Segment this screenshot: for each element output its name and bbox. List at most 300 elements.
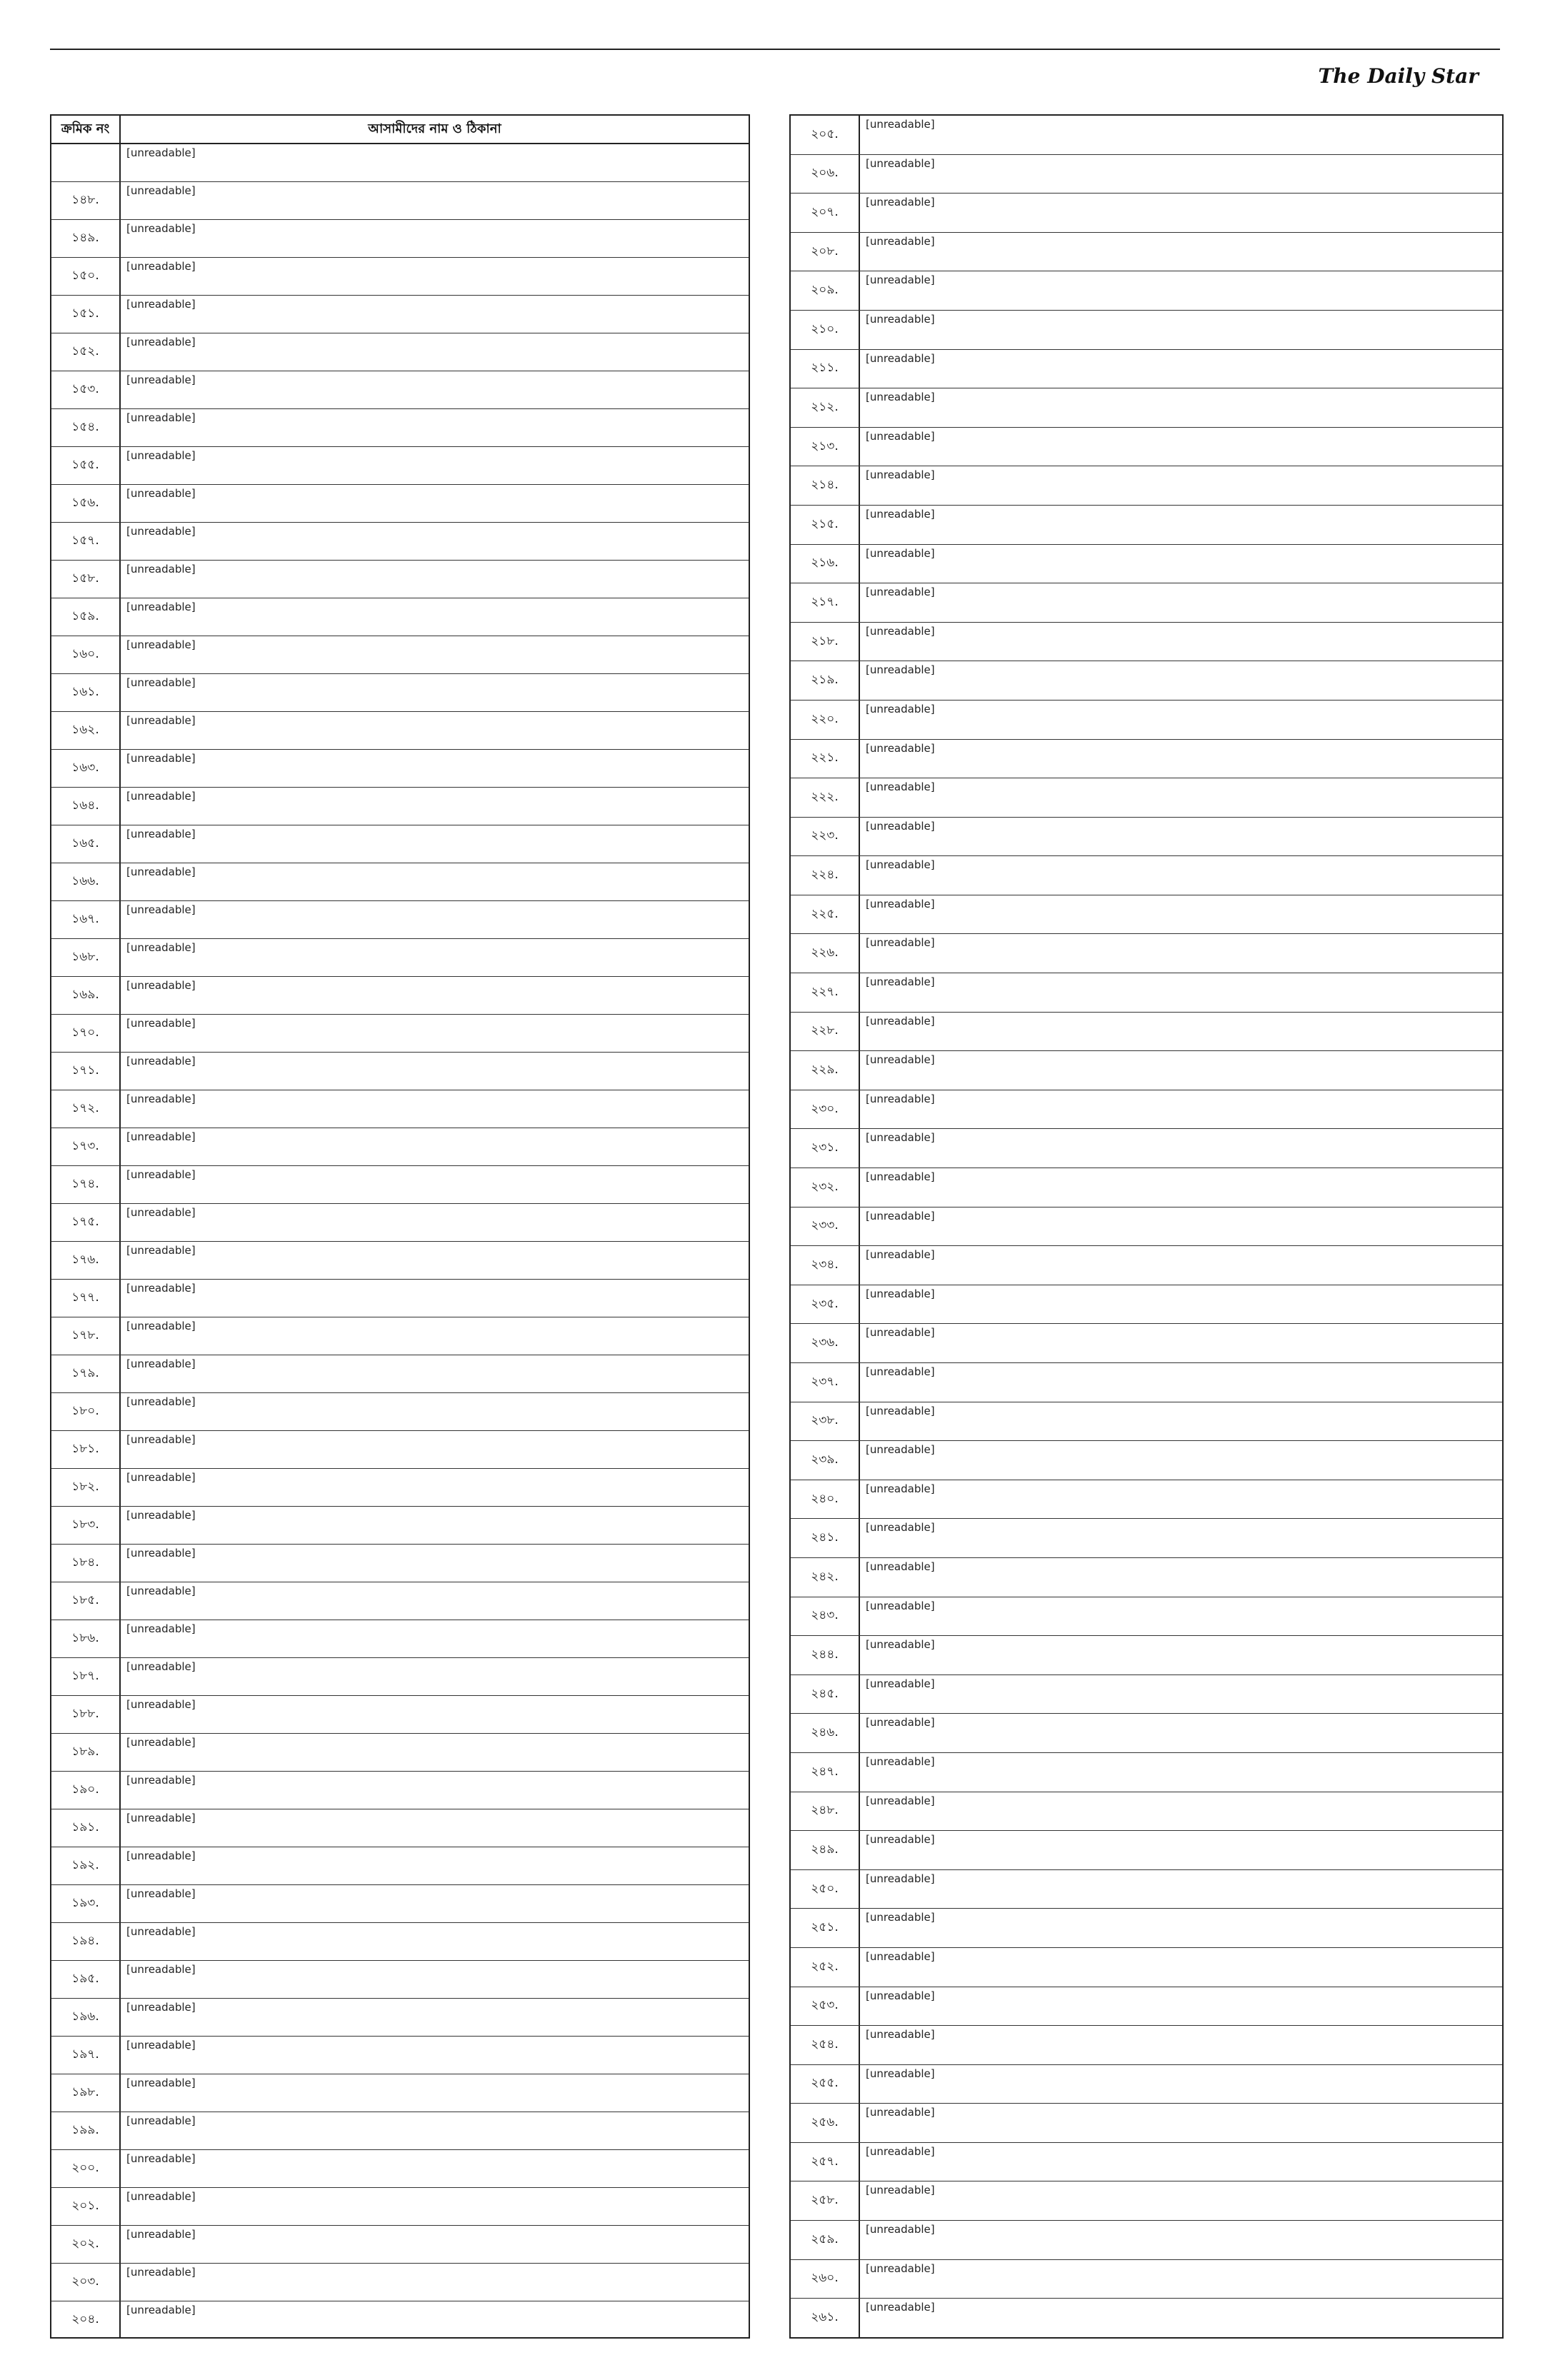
serial-number: ১৯৮. (51, 2074, 121, 2112)
serial-number: ১৬৩. (51, 750, 121, 787)
table-row (791, 545, 1502, 584)
accused-details: [unreadable] (126, 1093, 196, 1105)
table-row (791, 2221, 1502, 2260)
accused-details: [unreadable] (866, 741, 935, 755)
serial-number: ১৮৩. (51, 1507, 121, 1544)
accused-details: [unreadable] (866, 1989, 935, 2002)
right-table (789, 114, 1504, 2339)
serial-number: ২০৬. (791, 155, 860, 194)
table-row (51, 1355, 749, 1393)
table-row (791, 2065, 1502, 2104)
accused-details: [unreadable] (866, 546, 935, 560)
serial-number: ১৫৫. (51, 447, 121, 484)
accused-details: [unreadable] (866, 2184, 935, 2197)
accused-details: [unreadable] (866, 468, 935, 482)
serial-number: ২২৮. (791, 1013, 860, 1051)
masthead: The Daily Star (1318, 64, 1479, 88)
serial-number: ১৮৯. (51, 1734, 121, 1771)
accused-details: [unreadable] (126, 2304, 196, 2316)
serial-number: ১৬০. (51, 636, 121, 673)
accused-details: [unreadable] (866, 624, 935, 638)
table-row (51, 2301, 749, 2339)
serial-number: ১৮১. (51, 1431, 121, 1468)
serial-number: ২২৬. (791, 934, 860, 973)
accused-details: [unreadable] (866, 2301, 935, 2314)
serial-number: ২৪৫. (791, 1675, 860, 1714)
serial-number: ১৯১. (51, 1809, 121, 1847)
table-row (51, 296, 749, 333)
accused-details: [unreadable] (866, 507, 935, 521)
accused-details: [unreadable] (126, 184, 196, 197)
serial-number: ১৭৬. (51, 1242, 121, 1279)
accused-details: [unreadable] (126, 2190, 196, 2203)
accused-details: [unreadable] (866, 2028, 935, 2042)
accused-details: [unreadable] (126, 487, 196, 500)
accused-details: [unreadable] (866, 351, 935, 365)
serial-number: ২১৯. (791, 661, 860, 700)
serial-number: ২৪৩. (791, 1597, 860, 1636)
serial-number: ১৮৪. (51, 1545, 121, 1582)
serial-number: ২৩৪. (791, 1246, 860, 1285)
serial-number: ১৫১. (51, 296, 121, 333)
serial-number: ২১৬. (791, 545, 860, 583)
accused-details: [unreadable] (866, 1092, 935, 1105)
table-row (51, 485, 749, 523)
table-row (51, 825, 749, 863)
serial-number: ২৫৩. (791, 1987, 860, 2026)
serial-number: ২১১. (791, 350, 860, 388)
table-row (51, 674, 749, 712)
serial-number: ১৫৬. (51, 485, 121, 522)
table-row (791, 271, 1502, 311)
table-row (51, 939, 749, 977)
table-row (791, 1324, 1502, 1363)
serial-number: ২০৩. (51, 2264, 121, 2301)
accused-details: [unreadable] (866, 1599, 935, 1612)
serial-number: ২৩০. (791, 1090, 860, 1129)
accused-details: [unreadable] (866, 1053, 935, 1067)
table-row (51, 1204, 749, 1242)
table-row (791, 818, 1502, 857)
accused-details: [unreadable] (866, 1482, 935, 1495)
left-table (50, 114, 750, 2339)
serial-number: ২৩৯. (791, 1441, 860, 1480)
serial-number: ২০৭. (791, 194, 860, 232)
table-row (51, 1053, 749, 1090)
serial-header: ক্রমিক নং (51, 116, 121, 143)
accused-details: [unreadable] (866, 897, 935, 910)
accused-details: [unreadable] (126, 1244, 196, 1257)
table-row (791, 973, 1502, 1013)
table-row (51, 2226, 749, 2264)
table-row (791, 1207, 1502, 1247)
serial-number: ২৪৪. (791, 1636, 860, 1674)
table-row (51, 788, 749, 825)
table-row (51, 1658, 749, 1696)
accused-details: [unreadable] (126, 1849, 196, 1862)
accused-details: [unreadable] (126, 638, 196, 651)
table-row (51, 750, 749, 788)
accused-details: [unreadable] (866, 2106, 935, 2119)
accused-details: [unreadable] (866, 1638, 935, 1652)
accused-details: [unreadable] (126, 752, 196, 765)
accused-details: [unreadable] (866, 1404, 935, 1417)
serial-number: ১৬৫. (51, 825, 121, 863)
serial-number: ১৪৯. (51, 220, 121, 257)
accused-details: [unreadable] (866, 1365, 935, 1378)
table-row (791, 778, 1502, 818)
accused-details: [unreadable] (866, 1521, 935, 1535)
serial-number: ১৬৭. (51, 901, 121, 938)
table-row (51, 1166, 749, 1204)
table-row (51, 2264, 749, 2301)
table-row (51, 977, 749, 1015)
accused-details: [unreadable] (126, 601, 196, 613)
serial-number: ২৫৪. (791, 2026, 860, 2064)
accused-details: [unreadable] (126, 979, 196, 992)
serial-number: ১৯৫. (51, 1961, 121, 1998)
accused-details: [unreadable] (126, 790, 196, 803)
serial-number: ২৩৭. (791, 1363, 860, 1402)
serial-number: ১৭৫. (51, 1204, 121, 1241)
serial-number: ২৫৫. (791, 2065, 860, 2104)
table-row (791, 1129, 1502, 1168)
serial-number: ২০৫. (791, 116, 860, 154)
serial-number: ২০৯. (791, 271, 860, 310)
accused-details: [unreadable] (866, 273, 935, 287)
accused-details: [unreadable] (126, 1887, 196, 1900)
table-row (791, 1402, 1502, 1442)
table-row (51, 712, 749, 750)
accused-details: [unreadable] (126, 828, 196, 840)
accused-details: [unreadable] (866, 936, 935, 950)
accused-details: [unreadable] (866, 1326, 935, 1340)
serial-number: ১৬৪. (51, 788, 121, 825)
accused-details: [unreadable] (866, 2067, 935, 2080)
accused-details: [unreadable] (126, 1320, 196, 1332)
accused-details: [unreadable] (126, 1282, 196, 1295)
accused-details: [unreadable] (126, 2228, 196, 2241)
table-row (791, 1090, 1502, 1130)
table-row (51, 220, 749, 258)
table-row (51, 1393, 749, 1431)
table-row (791, 1285, 1502, 1325)
table-row (791, 1948, 1502, 1987)
accused-details: [unreadable] (126, 714, 196, 727)
table-row (791, 1675, 1502, 1714)
serial-number: ২৪০. (791, 1480, 860, 1519)
serial-number: ১৯৯. (51, 2112, 121, 2149)
accused-details: [unreadable] (866, 1560, 935, 1573)
accused-details: [unreadable] (126, 2152, 196, 2165)
accused-details: [unreadable] (866, 312, 935, 326)
table-row (51, 1809, 749, 1847)
accused-details: [unreadable] (866, 663, 935, 677)
table-row (51, 1696, 749, 1734)
serial-number: ১৭৮. (51, 1317, 121, 1355)
table-row (51, 1999, 749, 2037)
serial-number: ২২৪. (791, 856, 860, 895)
serial-number: ২২৯. (791, 1051, 860, 1090)
serial-number: ১৬৯. (51, 977, 121, 1014)
table-row (791, 1831, 1502, 1870)
accused-details: [unreadable] (866, 1949, 935, 1963)
table-row (51, 1885, 749, 1923)
table-row (791, 1636, 1502, 1675)
table-row (791, 1480, 1502, 1520)
serial-number: ২০০. (51, 2150, 121, 2187)
serial-number: ২১২. (791, 388, 860, 427)
table-row (51, 2188, 749, 2226)
serial-number: ২১৪. (791, 466, 860, 505)
accused-details: [unreadable] (866, 234, 935, 248)
serial-number: ১৪৮. (51, 182, 121, 219)
table-row (791, 1987, 1502, 2027)
accused-details: [unreadable] (126, 1357, 196, 1370)
accused-details: [unreadable] (126, 1585, 196, 1597)
accused-details: [unreadable] (126, 2077, 196, 2089)
serial-number: ২৫১. (791, 1909, 860, 1947)
accused-details: [unreadable] (866, 1677, 935, 1690)
serial-number: ২৪৯. (791, 1831, 860, 1869)
table-row (51, 863, 749, 901)
serial-number: ১৫২. (51, 333, 121, 371)
serial-number: ২০৮. (791, 233, 860, 271)
table-row (51, 447, 749, 485)
serial-number: ২২১. (791, 740, 860, 778)
accused-details: [unreadable] (126, 1698, 196, 1711)
serial-number: ১৬১. (51, 674, 121, 711)
left-rows (51, 144, 749, 2339)
accused-details: [unreadable] (126, 1168, 196, 1181)
table-row (791, 428, 1502, 467)
table-row (791, 1870, 1502, 1909)
accused-details: [unreadable] (866, 1716, 935, 1729)
accused-details: [unreadable] (866, 975, 935, 989)
serial-number: ১৭৯. (51, 1355, 121, 1392)
table-header (51, 116, 749, 144)
serial-number: ১৯৪. (51, 1923, 121, 1960)
accused-details: [unreadable] (126, 1017, 196, 1030)
accused-details: [unreadable] (866, 391, 935, 404)
serial-number: ১৮৬. (51, 1620, 121, 1657)
table-row (51, 901, 749, 939)
serial-number: ১৭৪. (51, 1166, 121, 1203)
serial-number: ১৫৮. (51, 561, 121, 598)
accused-details: [unreadable] (866, 1287, 935, 1300)
serial-number: ২৩৩. (791, 1207, 860, 1246)
table-row (791, 388, 1502, 428)
accused-details: [unreadable] (866, 2144, 935, 2158)
accused-details: [unreadable] (866, 586, 935, 599)
serial-number: ২২২. (791, 778, 860, 817)
serial-number: ২৬০. (791, 2260, 860, 2299)
table-row (791, 1441, 1502, 1480)
table-row (51, 1090, 749, 1128)
accused-details: [unreadable] (126, 676, 196, 689)
table-row (791, 2143, 1502, 2182)
accused-details: [unreadable] (126, 865, 196, 878)
accused-details: [unreadable] (126, 903, 196, 916)
table-row (51, 1734, 749, 1772)
serial-number: ১৭০. (51, 1015, 121, 1052)
accused-details: [unreadable] (126, 563, 196, 576)
accused-details: [unreadable] (126, 1395, 196, 1408)
serial-number: ১৯৭. (51, 2037, 121, 2074)
table-row (791, 2104, 1502, 2143)
table-row (51, 561, 749, 598)
table-row (51, 1128, 749, 1166)
serial-number: ২২৭. (791, 973, 860, 1012)
serial-number: ২৩৫. (791, 1285, 860, 1324)
table-row (791, 2181, 1502, 2221)
accused-details: [unreadable] (866, 1911, 935, 1924)
serial-number: ২৩৮. (791, 1402, 860, 1441)
accused-details: [unreadable] (126, 2114, 196, 2127)
serial-number: ১৭১. (51, 1053, 121, 1090)
serial-number: ১৮৭. (51, 1658, 121, 1695)
serial-number: ২৪১. (791, 1519, 860, 1557)
serial-number: ২১৫. (791, 506, 860, 544)
table-row (791, 623, 1502, 662)
accused-details: [unreadable] (126, 260, 196, 273)
table-row (791, 1246, 1502, 1285)
serial-number: ২৪২. (791, 1558, 860, 1597)
table-row (51, 1431, 749, 1469)
table-row (51, 523, 749, 561)
serial-number: ২১০. (791, 311, 860, 349)
serial-number: ২০১. (51, 2188, 121, 2225)
table-row (791, 1051, 1502, 1090)
table-row (791, 1363, 1502, 1402)
table-row (791, 1558, 1502, 1597)
table-row (51, 1961, 749, 1999)
accused-details: [unreadable] (866, 858, 935, 872)
table-row (791, 311, 1502, 350)
serial-number: ১৬২. (51, 712, 121, 749)
table-row (791, 1909, 1502, 1948)
serial-number: ১৯৩. (51, 1885, 121, 1922)
accused-details: [unreadable] (866, 1248, 935, 1262)
accused-details: [unreadable] (126, 1130, 196, 1143)
accused-details: [unreadable] (126, 1622, 196, 1635)
accused-details: [unreadable] (126, 1509, 196, 1522)
accused-details: [unreadable] (866, 702, 935, 715)
serial-number: ১৮০. (51, 1393, 121, 1430)
accused-details: [unreadable] (126, 2001, 196, 2014)
serial-number: ১৮৫. (51, 1582, 121, 1620)
table-row (51, 1620, 749, 1658)
serial-number: ২৫৯. (791, 2221, 860, 2259)
accused-details: [unreadable] (126, 449, 196, 462)
table-row (791, 1792, 1502, 1832)
right-rows (791, 116, 1502, 2337)
serial-number: ২৩১. (791, 1129, 860, 1168)
table-row (791, 350, 1502, 389)
serial-number: ১৮২. (51, 1469, 121, 1506)
serial-number: ২৩২. (791, 1168, 860, 1207)
accused-details: [unreadable] (126, 373, 196, 386)
accused-details: [unreadable] (126, 1812, 196, 1824)
table-row (791, 1714, 1502, 1753)
table-row (791, 895, 1502, 935)
accused-details: [unreadable] (866, 2223, 935, 2236)
table-row (51, 1280, 749, 1317)
accused-details: [unreadable] (866, 1872, 935, 1885)
table-row (51, 1923, 749, 1961)
serial-number: ১৮৮. (51, 1696, 121, 1733)
serial-number: ১৭৭. (51, 1280, 121, 1317)
table-row (51, 2074, 749, 2112)
accused-details: [unreadable] (866, 1014, 935, 1028)
table-row (791, 466, 1502, 506)
table-row (51, 1847, 749, 1885)
table-row (51, 1469, 749, 1507)
table-row (791, 194, 1502, 233)
accused-details: [unreadable] (866, 196, 935, 209)
serial-number: ১৯২. (51, 1847, 121, 1884)
accused-details: [unreadable] (126, 1736, 196, 1749)
serial-number (51, 144, 121, 181)
accused-details: [unreadable] (866, 156, 935, 170)
table-row (51, 144, 749, 182)
table-row (51, 1545, 749, 1582)
table-row (51, 1772, 749, 1809)
serial-number: ২৫০. (791, 1870, 860, 1909)
table-row (791, 2026, 1502, 2065)
accused-details: [unreadable] (126, 146, 196, 159)
accused-details: [unreadable] (866, 429, 935, 443)
accused-details: [unreadable] (126, 1660, 196, 1673)
serial-number: ২১৮. (791, 623, 860, 661)
serial-number: ২৫৬. (791, 2104, 860, 2142)
table-row (791, 116, 1502, 155)
accused-details: [unreadable] (126, 2039, 196, 2052)
table-row (791, 155, 1502, 194)
table-row (791, 740, 1502, 779)
serial-number: ২১৩. (791, 428, 860, 466)
serial-number: ২৫২. (791, 1948, 860, 1987)
serial-number: ২০৪. (51, 2301, 121, 2339)
accused-details: [unreadable] (866, 118, 935, 131)
accused-details: [unreadable] (126, 1925, 196, 1938)
table-row (791, 934, 1502, 973)
serial-number: ১৯৬. (51, 1999, 121, 2036)
serial-number: ১৫৩. (51, 371, 121, 408)
accused-details: [unreadable] (126, 525, 196, 538)
accused-details: [unreadable] (866, 1209, 935, 1222)
serial-number: ২০২. (51, 2226, 121, 2263)
serial-number: ২২৩. (791, 818, 860, 856)
accused-details: [unreadable] (126, 411, 196, 424)
table-row (51, 598, 749, 636)
accused-details: [unreadable] (866, 780, 935, 794)
serial-number: ২৪৬. (791, 1714, 860, 1752)
table-row (51, 371, 749, 409)
accused-details: [unreadable] (126, 1055, 196, 1068)
table-row (51, 1242, 749, 1280)
accused-details: [unreadable] (126, 1774, 196, 1787)
accused-details: [unreadable] (866, 1754, 935, 1768)
serial-number: ১৭৩. (51, 1128, 121, 1165)
accused-details: [unreadable] (866, 1443, 935, 1457)
serial-number: ১৫৯. (51, 598, 121, 636)
table-row (791, 1168, 1502, 1207)
serial-number: ২২০. (791, 701, 860, 739)
table-row (791, 661, 1502, 701)
table-row (51, 2112, 749, 2150)
table-row (791, 701, 1502, 740)
